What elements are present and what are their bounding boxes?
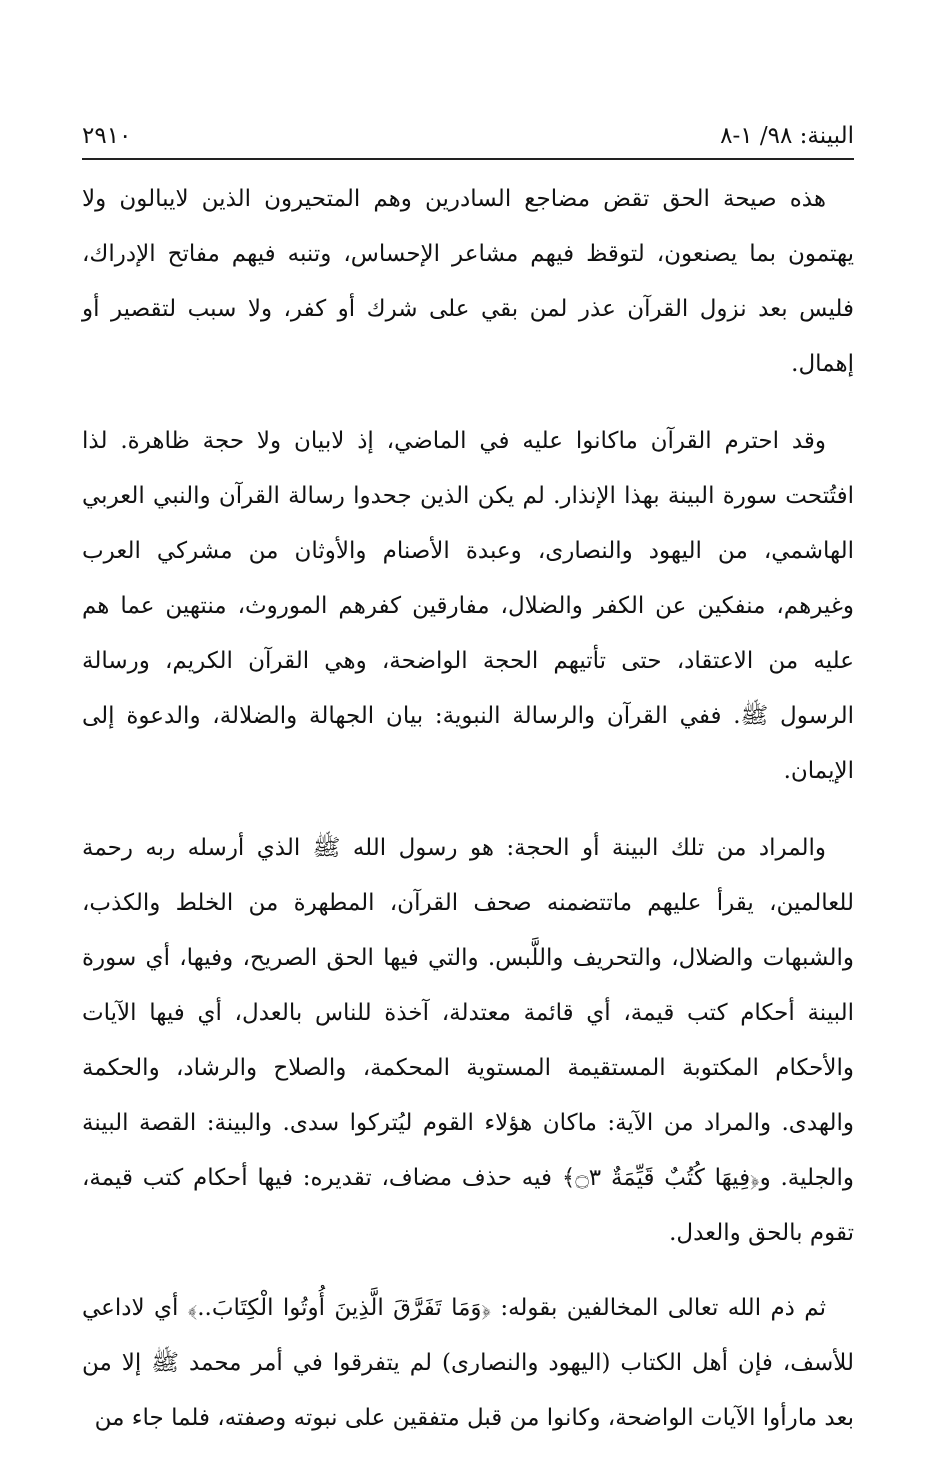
page-number: ٢٩١٠ [82,123,132,149]
paragraph: وقد احترم القرآن ماكانوا عليه في الماضي، إذ لابيان ولا حجة ظاهرة. لذا افتُتحت سورة البينة بهذا الإنذار. لم يكن الذين جحدوا رسالة القرآن والنبي العربي الهاشمي، من اليهود والنصارى، وعبدة الأصنام والأوثان من مشركي العرب وغيرهم، منفكين عن الكفر والضلال، مفارقين كفرهم الموروث، منتهين عما هم عليه من الاعتقاد، حتى تأتيهم الحجة الواضحة، وهي القرآن الكريم، ورسالة الرسول ﷺ. ففي القرآن والرسالة النبوية: بيان الجهالة والضلالة، والدعوة إلى الإيمان. [82,428,854,784]
paragraph: ثم ذم الله تعالى المخالفين بقوله: ﴿وَمَا تَفَرَّقَ الَّذِينَ أُوتُوا الْكِتَابَ..﴾ أي لاداعي للأسف، فإن أهل الكتاب (اليهود والنصارى) لم يتفرقوا في أمر محمد ﷺ إلا من بعد مارأوا الآيات الواضحة، وكانوا من قبل متفقين على نبوته وصفته، فلما جاء من [82,1295,854,1431]
header-divider [82,158,854,160]
chapter-reference: البينة: ٩٨/ ١-٨ [720,123,854,149]
paragraph: هذه صيحة الحق تقض مضاجع السادرين وهم المتحيرون الذين لايبالون ولا يهتمون بما يصنعون، لتوقظ فيهم مشاعر الإحساس، وتنبه فيهم مفاتح الإدراك، فليس بعد نزول القرآن عذر لمن بقي على شرك أو كفر، ولا سبب لتقصير أو إهمال. [82,186,854,377]
running-header [82,112,854,152]
page-body [82,172,854,1468]
paragraph: والمراد من تلك البينة أو الحجة: هو رسول الله ﷺ الذي أرسله ربه رحمة للعالمين، يقرأ عليهم ماتتضمنه صحف القرآن، المطهرة من الخلط والكذب، والشبهات والضلال، والتحريف واللَّبس. والتي فيها الحق الصريح، وفيها، أي سورة البينة أحكام كتب قيمة، أي قائمة معتدلة، آخذة للناس بالعدل، أي فيها الآيات والأحكام المكتوبة المستقيمة المستوية المحكمة، والصلاح والرشاد، والحكمة والهدى. والمراد من الآية: ماكان هؤلاء القوم ليُتركوا سدى. والبينة: القصة البينة والجلية. و﴿فِيهَا كُتُبٌ قَيِّمَةٌ ۝٣﴾ فيه حذف مضاف، تقديره: فيها أحكام كتب قيمة، تقوم بالحق والعدل. [82,835,855,1246]
